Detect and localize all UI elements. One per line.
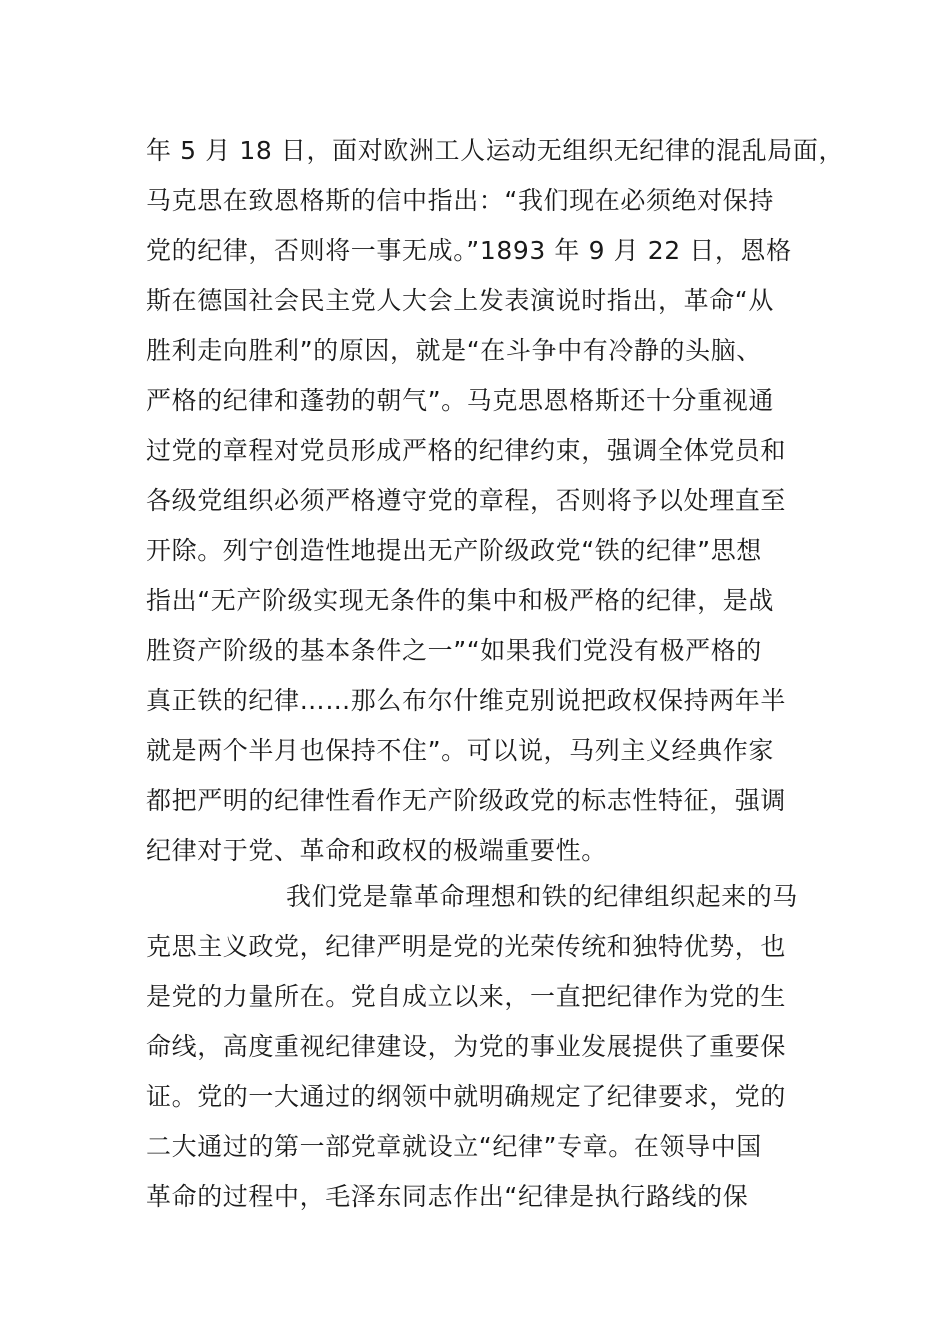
paragraph-line: 证。党的一大通过的纲领中就明确规定了纪律要求，党的 bbox=[146, 1082, 787, 1111]
paragraph-line: 各级党组织必须严格遵守党的章程，否则将予以处理直至 bbox=[146, 486, 787, 515]
paragraph-line: 命线，高度重视纪律建设，为党的事业发展提供了重要保 bbox=[146, 1032, 787, 1061]
paragraph-line: 指出“无产阶级实现无条件的集中和极严格的纪律，是战 bbox=[146, 586, 774, 615]
paragraph-line: 克思主义政党，纪律严明是党的光荣传统和独特优势，也 bbox=[146, 932, 787, 961]
paragraph-line: 二大通过的第一部党章就设立“纪律”专章。在领导中国 bbox=[146, 1132, 762, 1161]
paragraph-line: 过党的章程对党员形成严格的纪律约束，强调全体党员和 bbox=[146, 436, 787, 465]
paragraph-line: 革命的过程中，毛泽东同志作出“纪律是执行路线的保 bbox=[146, 1182, 749, 1211]
paragraph-line: 斯在德国社会民主党人大会上发表演说时指出，革命“从 bbox=[146, 286, 774, 315]
paragraph-line: 胜利走向胜利”的原因，就是“在斗争中有冷静的头脑、 bbox=[146, 336, 762, 365]
paragraph-line: 是党的力量所在。党自成立以来，一直把纪律作为党的生 bbox=[146, 982, 787, 1011]
paragraph-line: 真正铁的纪律……那么布尔什维克别说把政权保持两年半 bbox=[146, 686, 787, 715]
paragraph-line: 开除。列宁创造性地提出无产阶级政党“铁的纪律”思想 bbox=[146, 536, 762, 565]
paragraph-line: 我们党是靠革命理想和铁的纪律组织起来的马 bbox=[286, 882, 799, 911]
paragraph-line: 胜资产阶级的基本条件之一”“如果我们党没有极严格的 bbox=[146, 636, 762, 665]
paragraph-line: 纪律对于党、革命和政权的极端重要性。 bbox=[146, 836, 607, 865]
paragraph-line: 党的纪律，否则将一事无成。”1893 年 9 月 22 日，恩格 bbox=[146, 236, 792, 265]
paragraph-line: 就是两个半月也保持不住”。可以说，马列主义经典作家 bbox=[146, 736, 774, 765]
paragraph-line: 马克思在致恩格斯的信中指出：“我们现在必须绝对保持 bbox=[146, 186, 774, 215]
paragraph-line: 年 5 月 18 日，面对欧洲工人运动无组织无纪律的混乱局面， bbox=[146, 136, 845, 165]
paragraph-line: 都把严明的纪律性看作无产阶级政党的标志性特征，强调 bbox=[146, 786, 787, 815]
paragraph-line: 严格的纪律和蓬勃的朝气”。马克思恩格斯还十分重视通 bbox=[146, 386, 774, 415]
